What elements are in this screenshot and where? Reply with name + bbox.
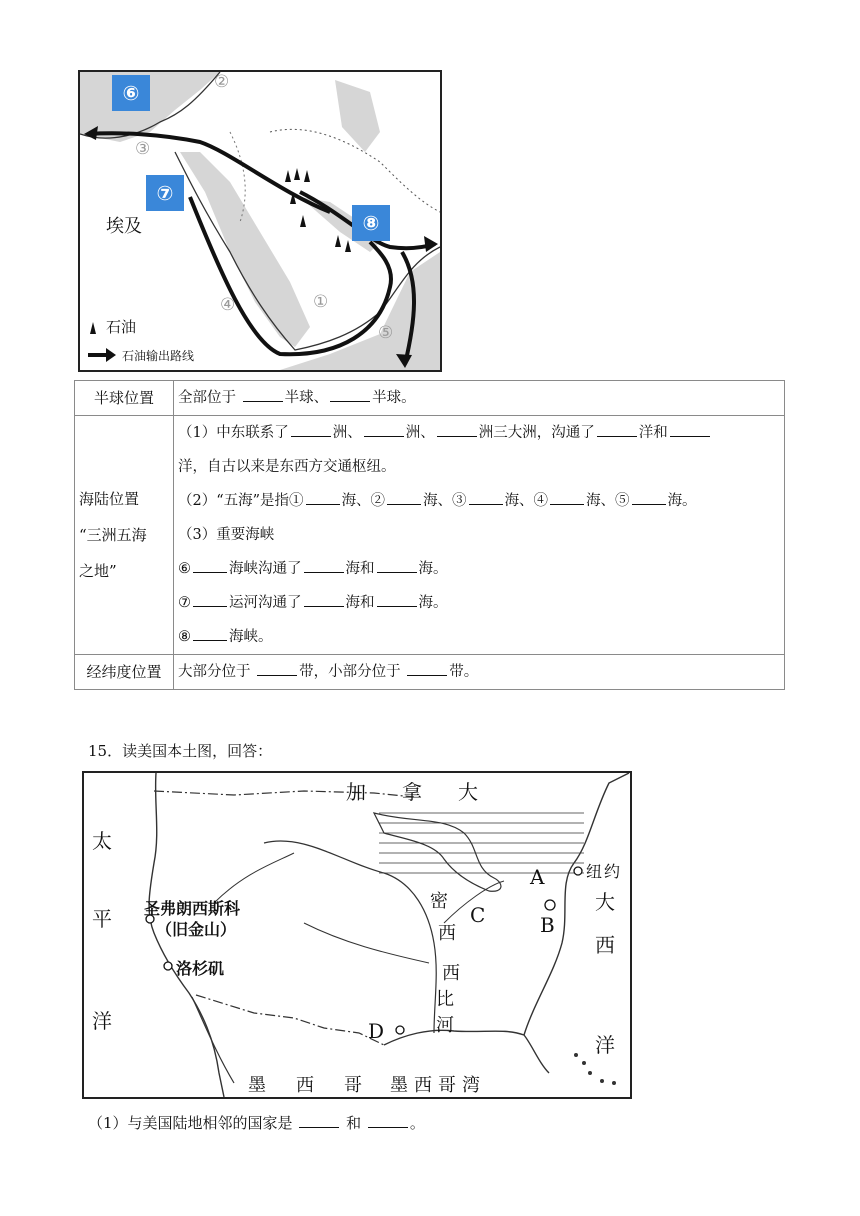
manufacturing-belt: [379, 813, 584, 873]
label-pacific-3: 洋: [92, 1009, 112, 1033]
sea-number-1: ①: [313, 292, 329, 312]
mississippi-river: [264, 841, 436, 1033]
label-point-c: C: [470, 903, 486, 927]
label-pacific-1: 太: [92, 829, 112, 853]
label-mississippi-5: 河: [436, 1015, 454, 1036]
blank-neighbor-1: [299, 1113, 339, 1128]
label-atlantic-2: 西: [595, 933, 615, 957]
row-sea-land: 海陆位置 “三洲五海 之地” （1）中东联系了 洲、 洲、 洲三大洲，沟通了 洋和 洋，自古以来是东西方交通枢纽。 （2）“五海”是指① 海、② 海、③ 海、④ 海、⑤ 海。 （3）重要海峡 ⑥ 海峡沟通了 海和 海。 ⑦ 运河沟通了 海和 海。 ⑧ 海峡。: [75, 416, 785, 655]
label-mexico: 墨 西 哥: [248, 1075, 368, 1096]
label-atlantic-3: 洋: [595, 1033, 615, 1057]
label-pacific-2: 平: [92, 907, 112, 931]
label-mississippi-2: 西: [438, 923, 456, 944]
sea-number-3: ③: [135, 139, 151, 159]
legend-oil-label: 石油: [106, 318, 137, 336]
label-san-francisco-alt: （旧金山）: [156, 920, 237, 939]
mexico-border: [196, 995, 384, 1045]
sea-number-4: ④: [220, 295, 236, 315]
gulf-coast: [384, 1030, 549, 1073]
point-d-dot: [396, 1026, 404, 1034]
legend-route-arrow: [106, 348, 116, 362]
blank-hemisphere-1: [243, 387, 283, 402]
middle-east-table: [74, 380, 785, 690]
arkansas-river: [304, 923, 429, 963]
label-los-angeles: 洛杉矶: [176, 959, 225, 978]
new-york-dot: [574, 867, 582, 875]
legend-route-label: 石油输出路线: [122, 349, 195, 363]
label-gulf-of-mexico: 墨西哥湾: [390, 1075, 486, 1096]
marker-8: ⑧: [352, 205, 390, 241]
baja-coast: [192, 997, 234, 1083]
label-hemisphere: 半球位置: [75, 381, 174, 416]
label-latitude: 经纬度位置: [75, 655, 174, 690]
question-15-sub-1: （1）与美国陆地相邻的国家是 和 。: [88, 1114, 425, 1132]
marker-7: ⑦: [146, 175, 184, 211]
label-point-d: D: [368, 1019, 385, 1043]
label-mississippi-4: 比: [436, 989, 454, 1010]
blank-hemisphere-2: [330, 387, 370, 402]
legend-oil-icon: [90, 322, 96, 334]
great-lakes: [374, 813, 501, 891]
label-mississippi-3: 西: [442, 963, 460, 984]
label-new-york-2: 约: [604, 862, 621, 881]
row-latitude: 经纬度位置 大部分位于 带，小部分位于 带。: [75, 655, 785, 690]
label-point-a: A: [530, 865, 545, 889]
middle-east-map: [78, 70, 442, 372]
marker-6: ⑥: [112, 75, 150, 111]
label-mississippi-1: 密: [430, 891, 448, 912]
borders: [270, 129, 440, 212]
label-canada: 加 拿 大: [346, 780, 486, 804]
sea-number-5: ⑤: [378, 323, 394, 343]
row-hemisphere: 半球位置 全部位于 半球、 半球。: [75, 381, 785, 416]
label-sea-land: 海陆位置 “三洲五海 之地”: [75, 416, 174, 655]
blank-neighbor-2: [368, 1113, 408, 1128]
usa-map: [82, 771, 632, 1099]
caspian-sea: [335, 80, 380, 152]
sea-number-2: ②: [214, 72, 230, 92]
point-b-dot: [545, 900, 555, 910]
label-atlantic-1: 大: [595, 890, 615, 914]
egypt-label: 埃及: [106, 216, 142, 237]
label-point-b: B: [540, 913, 555, 937]
label-san-francisco: 圣弗朗西斯科: [144, 899, 241, 918]
label-new-york-1: 纽: [586, 862, 603, 881]
question-15-title: 15．读美国本土图，回答：: [88, 742, 273, 760]
los-angeles-dot: [164, 962, 172, 970]
